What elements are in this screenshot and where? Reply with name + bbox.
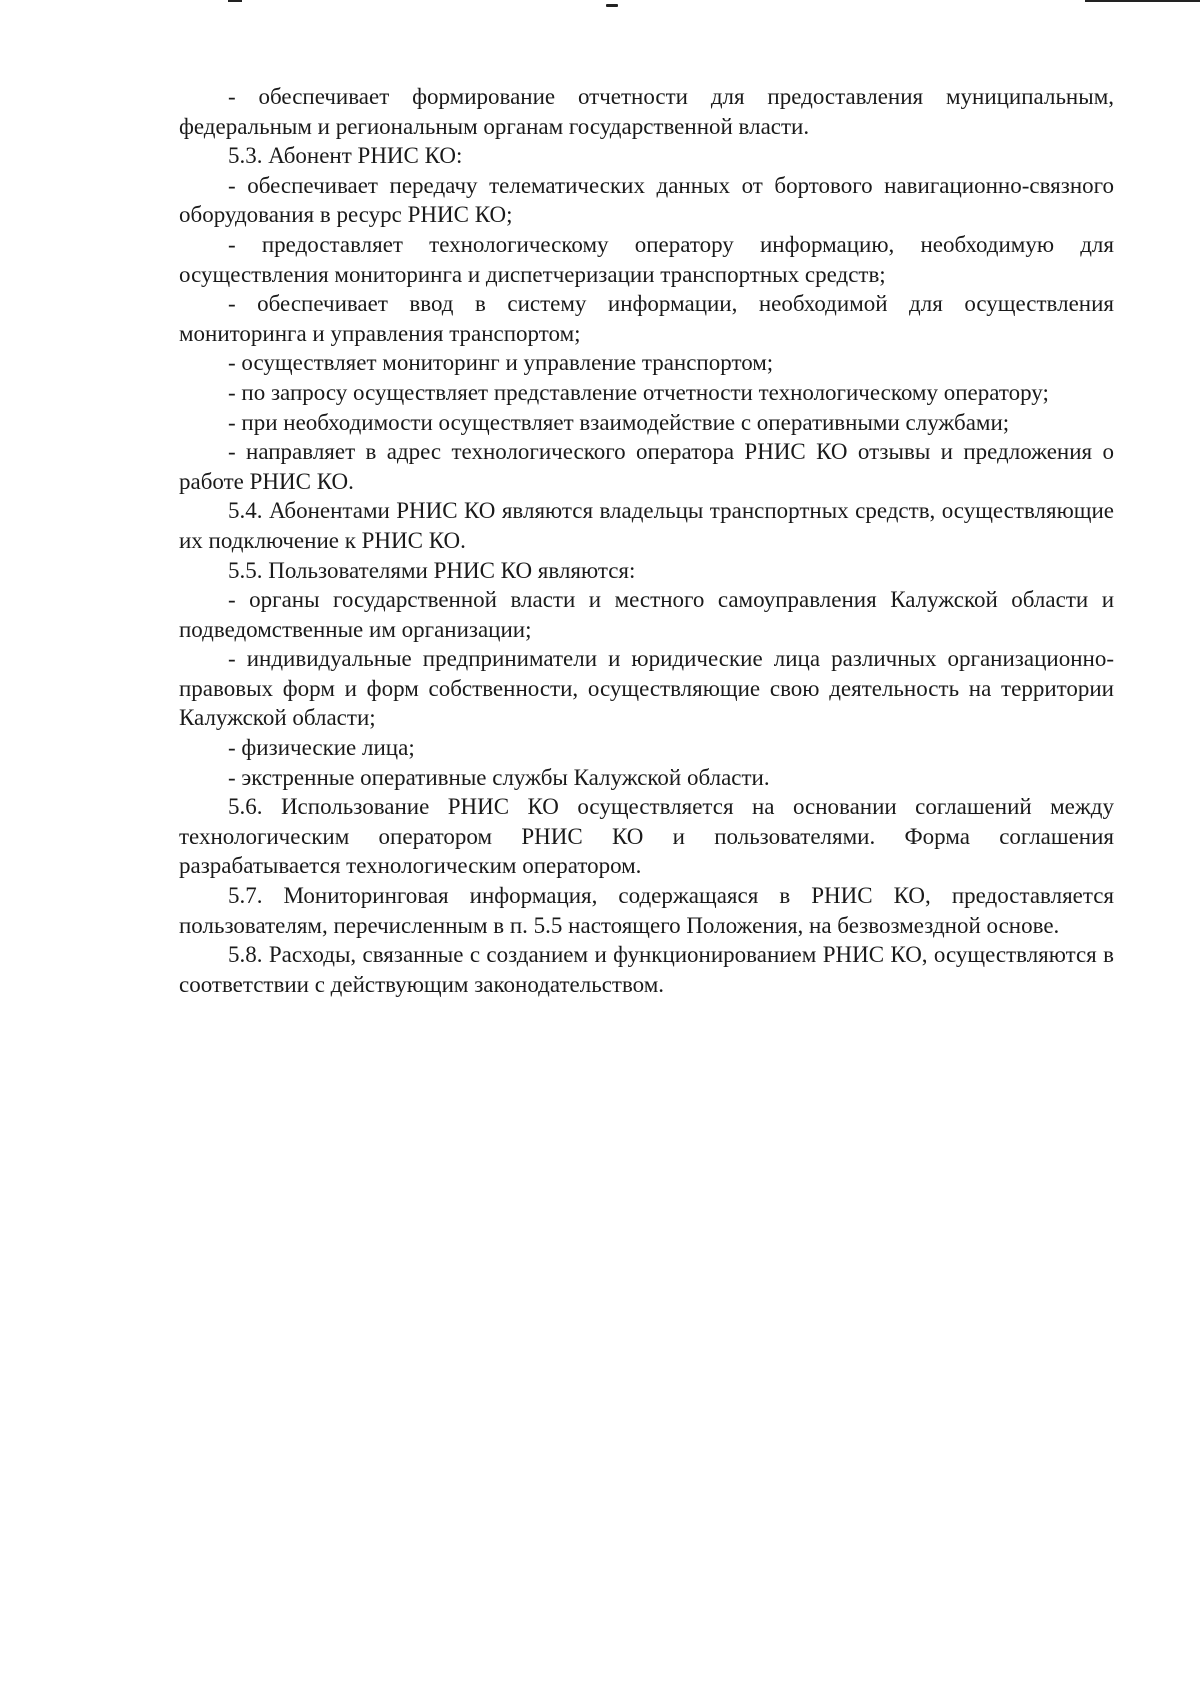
paragraph-5-5-item-4: - экстренные оперативные службы Калужской области.	[228, 764, 770, 790]
paragraph-5-3-item-3: - обеспечивает ввод в систему информации, необходимой для осуществления мониторинга и управления транспортом;	[179, 291, 1114, 346]
paragraph-5-3-item-1: - обеспечивает передачу телематических данных от бортового навигационно-связного оборудования в ресурс РНИС КО;	[179, 172, 1114, 228]
document-body	[179, 82, 1114, 999]
paragraph-5-4: 5.4. Абонентами РНИС КО являются владельцы транспортных средств, осуществляющие их подключение к РНИС КО.	[179, 498, 1114, 553]
paragraph-5-5-heading: 5.5. Пользователями РНИС КО являются:	[228, 557, 636, 583]
paragraph-5-8: 5.8. Расходы, связанные с созданием и функционированием РНИС КО, осуществляются в соответствии с действующим законодательством.	[179, 942, 1114, 997]
paragraph-5-3-heading: 5.3. Абонент РНИС КО:	[228, 143, 463, 169]
scan-artifact-left	[228, 0, 242, 2]
paragraph-5-5-item-3: - физические лица;	[228, 735, 415, 761]
paragraph-5-5-item-1: - органы государственной власти и местного самоуправления Калужской области и подведомственные им организации;	[179, 587, 1114, 642]
paragraph-5-3-item-5: - по запросу осуществляет представление отчетности технологическому оператору;	[228, 379, 1049, 405]
scan-artifact-center	[606, 4, 618, 7]
paragraph-reporting: - обеспечивает формирование отчетности для предоставления муниципальным, федеральным и региональным органам государственной власти.	[179, 84, 1114, 139]
paragraph-5-3-item-4: - осуществляет мониторинг и управление транспортом;	[228, 350, 774, 376]
paragraph-5-7: 5.7. Мониторинговая информация, содержащаяся в РНИС КО, предоставляется пользователям, перечисленным в п. 5.5 настоящего Положения, на безвозмездной основе.	[179, 883, 1114, 938]
paragraph-5-3-item-7: - направляет в адрес технологического оператора РНИС КО отзывы и предложения о работе РНИС КО.	[179, 439, 1114, 494]
paragraph-5-5-item-2: - индивидуальные предприниматели и юридические лица различных организационно-правовых форм и форм собственности, осуществляющие свою деятельность на территории Калужской области;	[179, 646, 1114, 731]
paragraph-5-6: 5.6. Использование РНИС КО осуществляется на основании соглашений между технологическим оператором РНИС КО и пользователями. Форма соглашения разрабатывается технологическим оператором.	[179, 794, 1114, 879]
scan-artifact-right	[1085, 0, 1200, 2]
paragraph-5-3-item-2: - предоставляет технологическому оператору информацию, необходимую для осуществления мониторинга и диспетчеризации транспортных средств;	[179, 231, 1114, 287]
paragraph-5-3-item-6: - при необходимости осуществляет взаимодействие с оперативными службами;	[228, 409, 1010, 435]
